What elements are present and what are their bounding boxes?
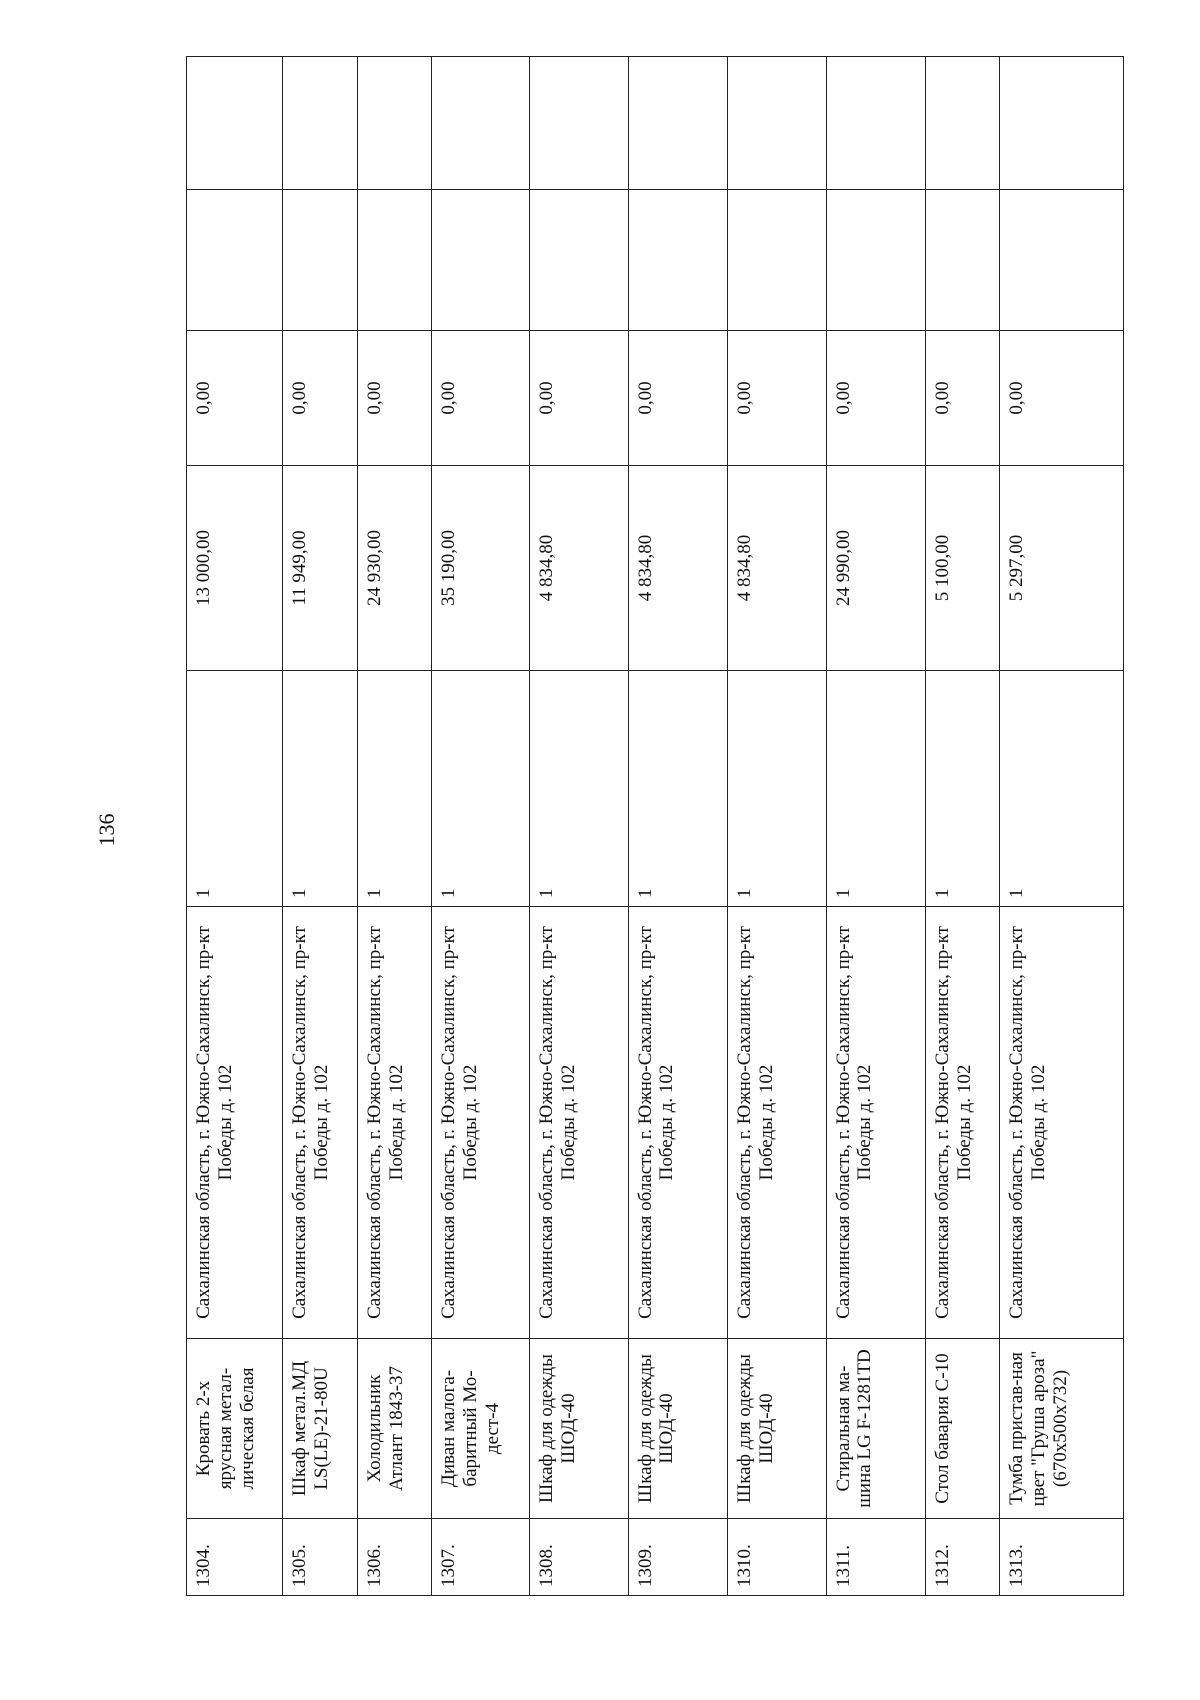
row-number: 1304.: [187, 1519, 283, 1596]
empty-cell: [826, 190, 926, 331]
empty-cell: [999, 57, 1123, 190]
table-row: [358, 57, 432, 1596]
item-price: 13 000,00: [187, 466, 283, 671]
empty-cell: [926, 190, 1000, 331]
item-price: 5 297,00: [999, 466, 1123, 671]
empty-cell: [628, 57, 728, 190]
item-name: Шкаф для одежды ШОД-40: [728, 1339, 826, 1519]
empty-cell: [530, 190, 628, 331]
item-address: Сахалинская область, г. Южно-Сахалинск, пр-кт Победы д. 102: [728, 907, 826, 1339]
item-price: 35 190,00: [431, 466, 529, 671]
item-quantity: 1: [187, 671, 283, 907]
row-number: 1313.: [999, 1519, 1123, 1596]
row-number: 1312.: [926, 1519, 1000, 1596]
item-residual-value: 0,00: [628, 331, 728, 466]
item-quantity: 1: [628, 671, 728, 907]
table-row: [431, 57, 529, 1596]
item-quantity: 1: [431, 671, 529, 907]
item-price: 11 949,00: [283, 466, 358, 671]
empty-cell: [431, 190, 529, 331]
table-row: [826, 57, 926, 1596]
table-row: [187, 57, 283, 1596]
item-residual-value: 0,00: [999, 331, 1123, 466]
item-residual-value: 0,00: [431, 331, 529, 466]
row-number: 1310.: [728, 1519, 826, 1596]
item-address: Сахалинская область, г. Южно-Сахалинск, пр-кт Победы д. 102: [431, 907, 529, 1339]
item-quantity: 1: [283, 671, 358, 907]
item-address: Сахалинская область, г. Южно-Сахалинск, пр-кт Победы д. 102: [999, 907, 1123, 1339]
item-name: Шкаф для одежды ШОД-40: [628, 1339, 728, 1519]
item-name: Диван малога-баритный Мо-дест-4: [431, 1339, 529, 1519]
item-name: Шкаф для одежды ШОД-40: [530, 1339, 628, 1519]
empty-cell: [826, 57, 926, 190]
item-price: 4 834,80: [628, 466, 728, 671]
item-address: Сахалинская область, г. Южно-Сахалинск, пр-кт Победы д. 102: [283, 907, 358, 1339]
row-number: 1311.: [826, 1519, 926, 1596]
empty-cell: [187, 57, 283, 190]
empty-cell: [926, 57, 1000, 190]
item-quantity: 1: [530, 671, 628, 907]
table-row: [628, 57, 728, 1596]
item-price: 24 930,00: [358, 466, 432, 671]
empty-cell: [530, 57, 628, 190]
item-name: Кровать 2-х ярусная метал-лическая белая: [187, 1339, 283, 1519]
item-quantity: 1: [728, 671, 826, 907]
item-quantity: 1: [926, 671, 1000, 907]
empty-cell: [187, 190, 283, 331]
table-row: [530, 57, 628, 1596]
item-price: 4 834,80: [530, 466, 628, 671]
row-number: 1305.: [283, 1519, 358, 1596]
item-residual-value: 0,00: [826, 331, 926, 466]
item-residual-value: 0,00: [283, 331, 358, 466]
page-number: 136: [94, 813, 119, 847]
item-address: Сахалинская область, г. Южно-Сахалинск, пр-кт Победы д. 102: [628, 907, 728, 1339]
item-name: Тумба пристав-ная цвет "Груша ароза" (670х500х732): [999, 1339, 1123, 1519]
item-address: Сахалинская область, г. Южно-Сахалинск, пр-кт Победы д. 102: [187, 907, 283, 1339]
item-price: 4 834,80: [728, 466, 826, 671]
item-price: 5 100,00: [926, 466, 1000, 671]
table-row: [999, 57, 1123, 1596]
empty-cell: [283, 57, 358, 190]
empty-cell: [358, 57, 432, 190]
row-number: 1309.: [628, 1519, 728, 1596]
row-number: 1306.: [358, 1519, 432, 1596]
item-quantity: 1: [999, 671, 1123, 907]
empty-cell: [628, 190, 728, 331]
row-number: 1307.: [431, 1519, 529, 1596]
item-residual-value: 0,00: [728, 331, 826, 466]
table-row: [283, 57, 358, 1596]
item-residual-value: 0,00: [358, 331, 432, 466]
empty-cell: [728, 57, 826, 190]
item-address: Сахалинская область, г. Южно-Сахалинск, пр-кт Победы д. 102: [530, 907, 628, 1339]
table-row: [926, 57, 1000, 1596]
item-residual-value: 0,00: [926, 331, 1000, 466]
inventory-table-container: [186, 57, 1124, 1596]
item-name: Стол бавария С-10: [926, 1339, 1000, 1519]
empty-cell: [431, 57, 529, 190]
item-residual-value: 0,00: [530, 331, 628, 466]
empty-cell: [358, 190, 432, 331]
row-number: 1308.: [530, 1519, 628, 1596]
item-address: Сахалинская область, г. Южно-Сахалинск, пр-кт Победы д. 102: [926, 907, 1000, 1339]
inventory-table: [186, 56, 1124, 1596]
table-row: [728, 57, 826, 1596]
item-name: Стиральная ма-шина LG F-1281TD: [826, 1339, 926, 1519]
item-price: 24 990,00: [826, 466, 926, 671]
item-name: Шкаф метал.МД LS(LE)-21-80U: [283, 1339, 358, 1519]
item-quantity: 1: [358, 671, 432, 907]
item-address: Сахалинская область, г. Южно-Сахалинск, пр-кт Победы д. 102: [358, 907, 432, 1339]
inventory-table-body: [187, 57, 1124, 1596]
empty-cell: [999, 190, 1123, 331]
empty-cell: [728, 190, 826, 331]
item-quantity: 1: [826, 671, 926, 907]
empty-cell: [283, 190, 358, 331]
item-residual-value: 0,00: [187, 331, 283, 466]
item-name: Холодильник Атлант 1843-37: [358, 1339, 432, 1519]
item-address: Сахалинская область, г. Южно-Сахалинск, пр-кт Победы д. 102: [826, 907, 926, 1339]
